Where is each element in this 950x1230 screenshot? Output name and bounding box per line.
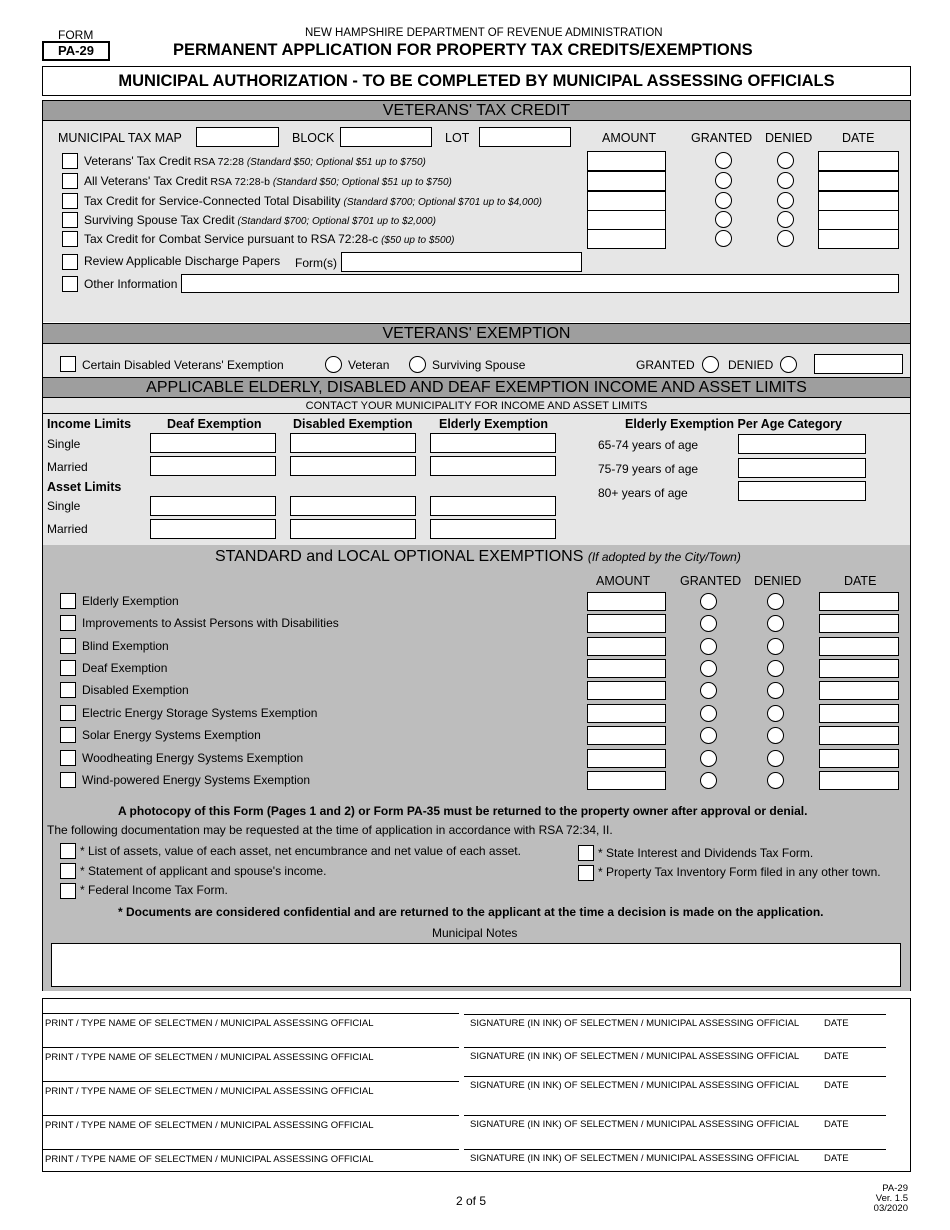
credit-denied-radio[interactable] <box>777 211 794 228</box>
form-label: FORM <box>58 28 94 42</box>
std-label: Elderly Exemption <box>82 594 179 608</box>
doc-inventory-checkbox[interactable] <box>578 865 594 881</box>
veterans-exemption-band <box>42 323 911 344</box>
std-date-input[interactable] <box>819 771 899 790</box>
limits-title: APPLICABLE ELDERLY, DISABLED AND DEAF EXEMPTION INCOME AND ASSET LIMITS <box>146 379 807 396</box>
std-amount-input[interactable] <box>587 749 666 768</box>
doc-income-label: * Statement of applicant and spouse's income. <box>80 864 327 878</box>
elderly-income-single[interactable] <box>430 433 556 453</box>
veterans-exemption-title: VETERANS' EXEMPTION <box>382 325 571 342</box>
print-name-line[interactable] <box>43 1115 459 1116</box>
form-code: PA-29 <box>58 43 94 58</box>
deaf-header: Deaf Exemption <box>167 417 262 431</box>
std-date-input[interactable] <box>819 637 899 656</box>
signature-date-label: DATE <box>824 1119 849 1130</box>
credit-date-input[interactable] <box>818 191 899 211</box>
block-input[interactable] <box>340 127 432 147</box>
std-granted-radio[interactable] <box>700 660 717 677</box>
doc-federal-checkbox[interactable] <box>60 883 76 899</box>
credit-granted-radio[interactable] <box>715 230 732 247</box>
exemption-granted-radio[interactable] <box>702 356 719 373</box>
footer-version-block <box>840 1184 908 1214</box>
signature-line[interactable] <box>464 1014 886 1015</box>
credit-amount-input[interactable] <box>587 151 666 171</box>
credit-label: Surviving Spouse Tax Credit (Standard $700; Optional $701 up to $2,000) <box>84 213 436 227</box>
exemption-granted-label: GRANTED <box>636 358 695 372</box>
credit-granted-radio[interactable] <box>715 152 732 169</box>
credit-date-input[interactable] <box>818 229 899 249</box>
std-label: Deaf Exemption <box>82 661 168 675</box>
veteran-label: Veteran <box>348 358 390 372</box>
age-80-input[interactable] <box>738 481 866 501</box>
std-granted-radio[interactable] <box>700 772 717 789</box>
std-checkbox[interactable] <box>60 705 76 721</box>
signature-line[interactable] <box>464 1047 886 1048</box>
elderly-header: Elderly Exemption <box>439 417 549 431</box>
other-info-label: Other Information <box>84 277 178 291</box>
std-denied-radio[interactable] <box>767 638 784 655</box>
credit-checkbox[interactable] <box>62 193 78 209</box>
std-denied-radio[interactable] <box>767 593 784 610</box>
doc-federal-label: * Federal Income Tax Form. <box>80 883 228 897</box>
deaf-income-single[interactable] <box>150 433 276 453</box>
elderly-asset-married[interactable] <box>430 519 556 539</box>
footer-form-code: PA-29 <box>882 1183 908 1194</box>
veteran-radio[interactable] <box>325 356 342 373</box>
signature-label: SIGNATURE (IN INK) OF SELECTMEN / MUNICIPAL ASSESSING OFFICIAL <box>470 1018 800 1029</box>
credit-amount-header: AMOUNT <box>602 131 657 145</box>
credit-denied-radio[interactable] <box>777 172 794 189</box>
std-denied-radio[interactable] <box>767 772 784 789</box>
photocopy-note: A photocopy of this Form (Pages 1 and 2) or Form PA-35 must be returned to the property owner after approval or denial. <box>118 804 808 818</box>
municipal-notes-label: Municipal Notes <box>432 926 518 940</box>
signature-label: SIGNATURE (IN INK) OF SELECTMEN / MUNICIPAL ASSESSING OFFICIAL <box>470 1080 800 1091</box>
deaf-income-married[interactable] <box>150 456 276 476</box>
signature-label: SIGNATURE (IN INK) OF SELECTMEN / MUNICIPAL ASSESSING OFFICIAL <box>470 1153 800 1164</box>
signature-label: SIGNATURE (IN INK) OF SELECTMEN / MUNICIPAL ASSESSING OFFICIAL <box>470 1119 800 1130</box>
std-checkbox[interactable] <box>60 772 76 788</box>
std-granted-radio[interactable] <box>700 705 717 722</box>
print-name-label: PRINT / TYPE NAME OF SELECTMEN / MUNICIPAL ASSESSING OFFICIAL <box>45 1052 374 1063</box>
std-date-input[interactable] <box>819 592 899 611</box>
std-checkbox[interactable] <box>60 682 76 698</box>
credit-date-input[interactable] <box>818 151 899 171</box>
signature-line[interactable] <box>464 1076 886 1077</box>
disabled-asset-married[interactable] <box>290 519 416 539</box>
income-married-label: Married <box>47 460 88 474</box>
signature-line[interactable] <box>464 1149 886 1150</box>
other-info-input[interactable] <box>181 274 899 293</box>
std-denied-radio[interactable] <box>767 750 784 767</box>
print-name-line[interactable] <box>43 1047 459 1048</box>
credit-checkbox[interactable] <box>62 212 78 228</box>
credit-checkbox[interactable] <box>62 153 78 169</box>
deaf-asset-married[interactable] <box>150 519 276 539</box>
elderly-asset-single[interactable] <box>430 496 556 516</box>
agency-name: NEW HAMPSHIRE DEPARTMENT OF REVENUE ADMINISTRATION <box>305 27 663 39</box>
print-name-label: PRINT / TYPE NAME OF SELECTMEN / MUNICIPAL ASSESSING OFFICIAL <box>45 1018 374 1029</box>
std-denied-radio[interactable] <box>767 682 784 699</box>
print-name-label: PRINT / TYPE NAME OF SELECTMEN / MUNICIPAL ASSESSING OFFICIAL <box>45 1154 374 1165</box>
exemption-denied-radio[interactable] <box>780 356 797 373</box>
std-denied-radio[interactable] <box>767 727 784 744</box>
per-age-header: Elderly Exemption Per Age Category <box>625 417 842 431</box>
credit-label: Veterans' Tax Credit RSA 72:28 (Standard $50; Optional $51 up to $750) <box>84 154 426 168</box>
std-denied-header: DENIED <box>754 574 802 588</box>
std-date-input[interactable] <box>819 659 899 678</box>
std-checkbox[interactable] <box>60 615 76 631</box>
std-granted-radio[interactable] <box>700 727 717 744</box>
credit-granted-radio[interactable] <box>715 172 732 189</box>
std-label: Electric Energy Storage Systems Exemption <box>82 706 318 720</box>
certain-disabled-checkbox[interactable] <box>60 356 76 372</box>
form-title: PERMANENT APPLICATION FOR PROPERTY TAX CREDITS/EXEMPTIONS <box>173 41 753 59</box>
credit-date-input[interactable] <box>818 210 899 230</box>
std-granted-radio[interactable] <box>700 682 717 699</box>
lot-input[interactable] <box>479 127 571 147</box>
std-date-header: DATE <box>844 574 877 588</box>
signature-date-label: DATE <box>824 1153 849 1164</box>
credit-checkbox[interactable] <box>62 231 78 247</box>
credit-granted-radio[interactable] <box>715 211 732 228</box>
credit-denied-radio[interactable] <box>777 152 794 169</box>
subtitle-bar <box>42 66 911 96</box>
lot-label: LOT <box>445 131 470 145</box>
credit-granted-radio[interactable] <box>715 192 732 209</box>
tax-map-label: MUNICIPAL TAX MAP <box>58 131 182 145</box>
credit-amount-input[interactable] <box>587 191 666 211</box>
signature-date-label: DATE <box>824 1051 849 1062</box>
certain-disabled-label: Certain Disabled Veterans' Exemption <box>82 358 284 372</box>
std-amount-input[interactable] <box>587 659 666 678</box>
age-75-label: 75-79 years of age <box>598 462 699 476</box>
disabled-header: Disabled Exemption <box>293 417 413 431</box>
std-checkbox[interactable] <box>60 750 76 766</box>
std-label: Solar Energy Systems Exemption <box>82 728 261 742</box>
std-amount-input[interactable] <box>587 704 666 723</box>
credit-date-input[interactable] <box>818 171 899 191</box>
veterans-credit-band <box>42 100 911 121</box>
std-amount-input[interactable] <box>587 592 666 611</box>
doc-interest-checkbox[interactable] <box>578 845 594 861</box>
page-number: 2 of 5 <box>456 1194 487 1208</box>
std-granted-radio[interactable] <box>700 638 717 655</box>
std-label: Disabled Exemption <box>82 683 189 697</box>
veterans-credit-title: VETERANS' TAX CREDIT <box>382 102 571 119</box>
std-denied-radio[interactable] <box>767 615 784 632</box>
contact-note: CONTACT YOUR MUNICIPALITY FOR INCOME AND ASSET LIMITS <box>305 400 648 412</box>
signature-date-label: DATE <box>824 1018 849 1029</box>
surviving-spouse-label: Surviving Spouse <box>432 358 526 372</box>
credit-amount-input[interactable] <box>587 210 666 230</box>
signature-date-label: DATE <box>824 1080 849 1091</box>
credit-label: Tax Credit for Service-Connected Total Disability (Standard $700; Optional $701 up to $4,000) <box>84 194 542 208</box>
surviving-spouse-radio[interactable] <box>409 356 426 373</box>
disabled-asset-single[interactable] <box>290 496 416 516</box>
doc-income-checkbox[interactable] <box>60 863 76 879</box>
municipal-notes-input[interactable] <box>51 943 901 987</box>
std-date-input[interactable] <box>819 726 899 745</box>
doc-inventory-label: * Property Tax Inventory Form filed in any other town. <box>598 865 881 879</box>
std-label: Blind Exemption <box>82 639 169 653</box>
std-amount-header: AMOUNT <box>596 574 651 588</box>
asset-limits-label: Asset Limits <box>47 480 122 494</box>
doc-assets-label: * List of assets, value of each asset, net encumbrance and net value of each asset. <box>80 844 521 858</box>
standard-title: STANDARD and LOCAL OPTIONAL EXEMPTIONS (If adopted by the City/Town) <box>215 548 741 565</box>
exemption-denied-label: DENIED <box>728 358 774 372</box>
income-limits-label: Income Limits <box>47 417 132 431</box>
std-label: Wind-powered Energy Systems Exemption <box>82 773 311 787</box>
credit-checkbox[interactable] <box>62 173 78 189</box>
limits-band <box>42 377 911 398</box>
subtitle: MUNICIPAL AUTHORIZATION - TO BE COMPLETED BY MUNICIPAL ASSESSING OFFICIALS <box>118 72 835 90</box>
credit-granted-header: GRANTED <box>691 131 753 145</box>
asset-single-label: Single <box>47 499 81 513</box>
print-name-line[interactable] <box>43 1081 459 1082</box>
std-amount-input[interactable] <box>587 681 666 700</box>
credit-label: Tax Credit for Combat Service pursuant to RSA 72:28-c ($50 up to $500) <box>84 232 455 246</box>
print-name-line[interactable] <box>43 1013 459 1014</box>
credit-denied-radio[interactable] <box>777 192 794 209</box>
signature-label: SIGNATURE (IN INK) OF SELECTMEN / MUNICIPAL ASSESSING OFFICIAL <box>470 1051 800 1062</box>
review-discharge-label: Review Applicable Discharge Papers <box>84 254 281 268</box>
age-65-label: 65-74 years of age <box>598 438 699 452</box>
exemption-date-input[interactable] <box>814 354 903 374</box>
std-amount-input[interactable] <box>587 726 666 745</box>
review-discharge-checkbox[interactable] <box>62 254 78 270</box>
std-granted-radio[interactable] <box>700 750 717 767</box>
credit-date-header: DATE <box>842 131 875 145</box>
credit-label: All Veterans' Tax Credit RSA 72:28-b (Standard $50; Optional $51 up to $750) <box>84 174 452 188</box>
credit-denied-header: DENIED <box>765 131 813 145</box>
disabled-income-married[interactable] <box>290 456 416 476</box>
forms-label: Form(s) <box>295 256 337 270</box>
std-granted-radio[interactable] <box>700 593 717 610</box>
std-denied-radio[interactable] <box>767 705 784 722</box>
deaf-asset-single[interactable] <box>150 496 276 516</box>
age-80-label: 80+ years of age <box>598 486 688 500</box>
std-checkbox[interactable] <box>60 727 76 743</box>
credit-amount-input[interactable] <box>587 229 666 249</box>
std-date-input[interactable] <box>819 614 899 633</box>
standard-section <box>42 545 911 991</box>
age-75-input[interactable] <box>738 458 866 478</box>
confidential-note: * Documents are considered confidential and are returned to the applicant at the time a decision is made on the application. <box>118 905 824 919</box>
print-name-line[interactable] <box>43 1149 459 1150</box>
form-code-box <box>42 41 110 61</box>
elderly-income-married[interactable] <box>430 456 556 476</box>
disabled-income-single[interactable] <box>290 433 416 453</box>
income-single-label: Single <box>47 437 81 451</box>
std-checkbox[interactable] <box>60 660 76 676</box>
other-info-checkbox[interactable] <box>62 276 78 292</box>
age-65-input[interactable] <box>738 434 866 454</box>
std-amount-input[interactable] <box>587 771 666 790</box>
std-denied-radio[interactable] <box>767 660 784 677</box>
footer-version: Ver. 1.5 03/2020 <box>873 1193 908 1214</box>
std-amount-input[interactable] <box>587 614 666 633</box>
doc-assets-checkbox[interactable] <box>60 843 76 859</box>
contact-bar <box>42 398 911 414</box>
std-checkbox[interactable] <box>60 638 76 654</box>
std-date-input[interactable] <box>819 749 899 768</box>
documentation-note: The following documentation may be requested at the time of application in accordance with RSA 72:34, II. <box>47 823 613 837</box>
tax-map-input[interactable] <box>196 127 279 147</box>
std-granted-radio[interactable] <box>700 615 717 632</box>
std-amount-input[interactable] <box>587 637 666 656</box>
std-date-input[interactable] <box>819 681 899 700</box>
asset-married-label: Married <box>47 522 88 536</box>
std-granted-header: GRANTED <box>680 574 742 588</box>
std-date-input[interactable] <box>819 704 899 723</box>
forms-input[interactable] <box>341 252 582 272</box>
std-label: Woodheating Energy Systems Exemption <box>82 751 304 765</box>
credit-amount-input[interactable] <box>587 171 666 191</box>
print-name-label: PRINT / TYPE NAME OF SELECTMEN / MUNICIPAL ASSESSING OFFICIAL <box>45 1120 374 1131</box>
block-label: BLOCK <box>292 131 335 145</box>
credit-denied-radio[interactable] <box>777 230 794 247</box>
print-name-label: PRINT / TYPE NAME OF SELECTMEN / MUNICIPAL ASSESSING OFFICIAL <box>45 1086 374 1097</box>
std-label: Improvements to Assist Persons with Disabilities <box>82 616 339 630</box>
doc-interest-label: * State Interest and Dividends Tax Form. <box>598 846 814 860</box>
std-checkbox[interactable] <box>60 593 76 609</box>
signature-line[interactable] <box>464 1115 886 1116</box>
